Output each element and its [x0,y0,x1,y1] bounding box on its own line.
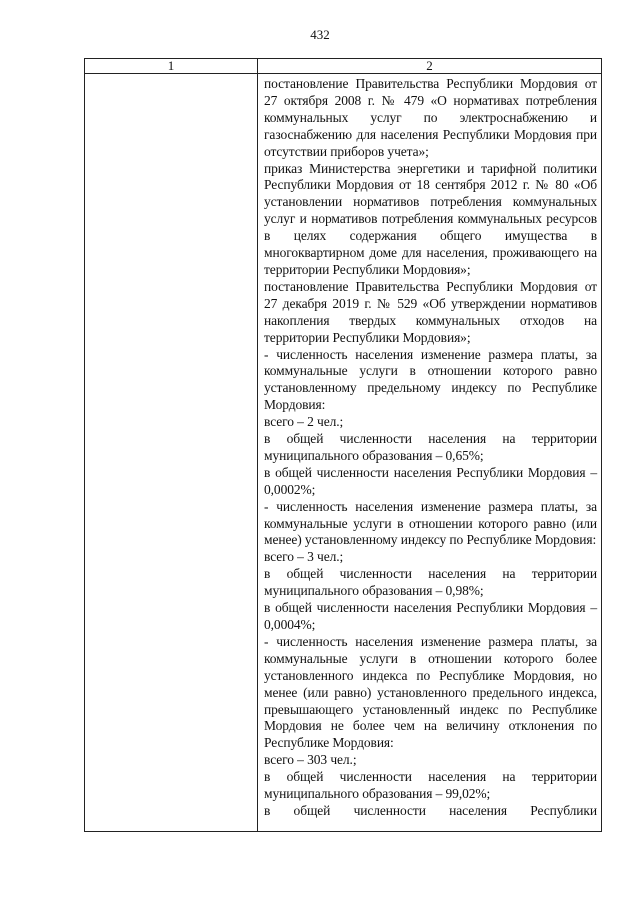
paragraph: в общей численности населения на территории муниципального образования – 0,98%; [264,566,597,599]
paragraph: - численность населения изменение размера платы, за коммунальные услуги в отношении которого равно установленному предельному индексу по Республике Мордовия: [264,346,597,413]
table-row [85,74,602,832]
paragraph: в общей численности населения Республики [264,802,597,818]
paragraph: - численность населения изменение размера платы, за коммунальные услуги в отношении которого более установленного индекса по Республике Мордовия, но менее (или равно) установленного предельного индекса, превышающего установленный индекс по Республике Мордовия не более чем на величину отклонения по Республике Мордовия: [264,633,597,751]
column-header-1: 1 [85,59,258,74]
paragraph: в общей численности населения Республики Мордовия – 0,0002%; [264,464,597,497]
paragraph: приказ Министерства энергетики и тарифной политики Республики Мордовия от 18 сентября 2012 г. № 80 «Об установлении нормативов потребления коммунальных услуг и нормативов потребления коммунальных ресурсов в целях содержания общего имущества в многоквартирном доме для населения, проживающего на территории Республики Мордовия»; [264,160,597,277]
paragraph: в общей численности населения Республики Мордовия – 0,0004%; [264,600,597,632]
paragraph: в общей численности населения на территории муниципального образования – 0,65%; [264,431,597,463]
page-number: 432 [310,27,330,42]
paragraph: постановление Правительства Республики Мордовия от 27 декабря 2019 г. № 529 «Об утверждении нормативов накопления твердых коммунальных отходов на территории Республики Мордовия»; [264,278,597,345]
second-column-cell [258,74,602,832]
paragraph: всего – 3 чел.; [264,549,344,565]
paragraph: всего – 2 чел.; [264,414,344,430]
column-header-2: 2 [258,59,602,74]
first-column-cell [85,74,258,832]
paragraph: всего – 303 чел.; [264,752,357,768]
table-header-row [85,59,602,74]
paragraph: в общей численности населения на территории муниципального образования – 99,02%; [264,769,597,802]
paragraph: постановление Правительства Республики Мордовия от 27 октября 2008 г. № 479 «О нормативах потребления коммунальных услуг по электроснабжению и газоснабжению для населения Республики Мордовия при отсутствии приборов учета»; [264,76,597,159]
paragraph: - численность населения изменение размера платы, за коммунальные услуги в отношении которого равно (или менее) установленному индексу по Республике Мордовия: [264,498,597,548]
document-table [84,58,602,832]
